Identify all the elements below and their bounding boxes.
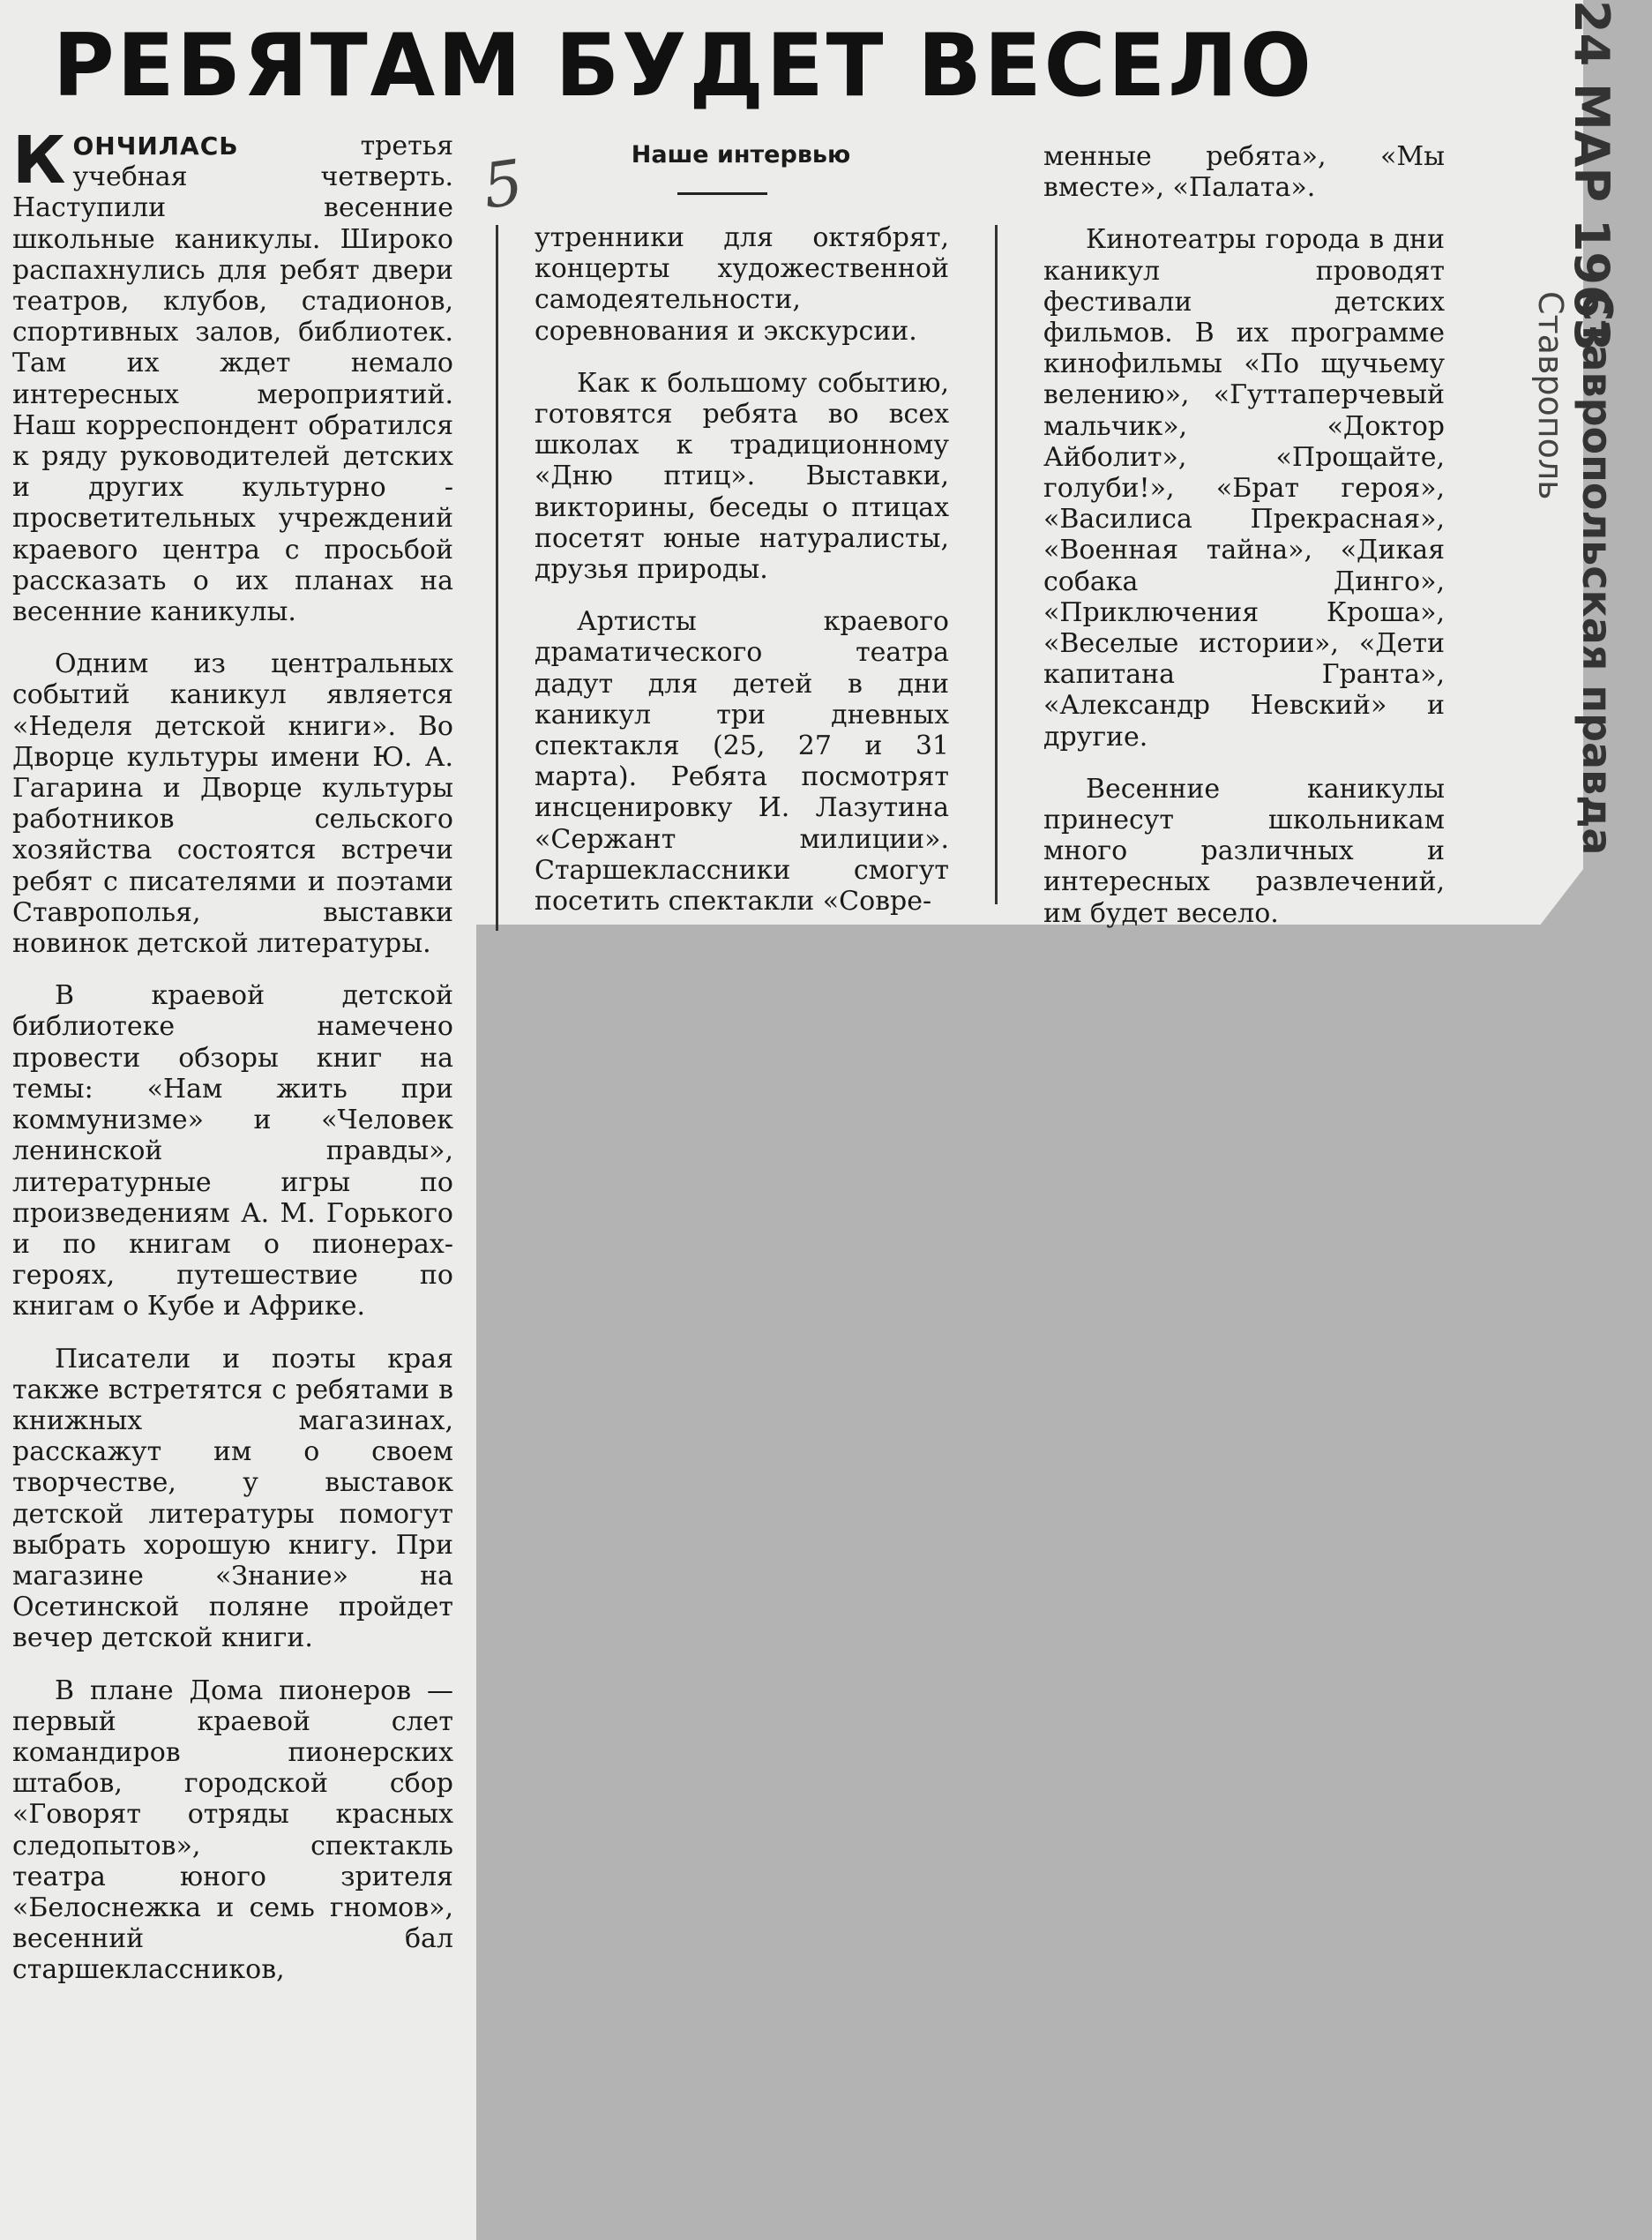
source-city: Ставрополь <box>1531 291 1570 500</box>
paragraph: Кинотеатры города в дни каникул проводят фестивали детских фильмов. В их программе кинофильмы «По щучьему велению», «Гуттаперчевый мальчик», «Доктор Айболит», «Прощайте, голуби!», «Брат героя», «Василиса Прекрасная», «Военная тайна», «Дикая собака Динго», «Приключения Кроша», «Веселые истории», «Дети капитана Гранта», «Александр Невский» и другие. <box>1043 224 1445 753</box>
source-name: Ставропольская правда <box>1574 291 1621 856</box>
date-stamp: 24 МАР 1963 <box>1564 0 1619 352</box>
rubric-label: Наше интервью <box>631 141 851 169</box>
column-divider-2 <box>995 225 998 904</box>
paragraph: менные ребята», «Мы вместе», «Палата». <box>1043 141 1445 204</box>
article-column-2 <box>534 222 949 938</box>
paragraph-lead <box>12 123 453 628</box>
paragraph: утренники для октябрят, концерты художественной самодеятельности, соревнования и экскурсии. <box>534 222 949 347</box>
paragraph: Весенние каникулы принесут школьникам много различных и интересных развлечений, им будет весело. <box>1043 773 1445 929</box>
paragraph: В плане Дома пионеров — первый краевой слет командиров пионерских штабов, городской сбор «Говорят отряды красных следопытов», спектакль театра юного зрителя «Белоснежка и семь гномов», весенний бал старшеклассников, <box>12 1674 453 1986</box>
article-column-3 <box>1043 141 1445 950</box>
drop-cap: К <box>12 123 66 199</box>
headline: РЕБЯТАМ БУДЕТ ВЕСЕЛО <box>53 16 1314 116</box>
paragraph: В краевой детской библиотеке намечено провести обзоры книг на темы: «Нам жить при коммунизме» и «Человек ленинской правды», литературные игры по произведениям А. М. Горького и по книгам о пионерах-героях, путешествие по книгам о Кубе и Африке. <box>12 980 453 1322</box>
paragraph: Артисты краевого драматического театра дадут для детей в дни каникул три дневных спектакля (25, 27 и 31 марта). Ребята посмотрят инсценировку И. Лазутина «Сержант милиции». Старшеклассники смогут посетить спектакли «Совре- <box>534 606 949 918</box>
paragraph: Одним из центральных событий каникул является «Неделя детской книги». Во Дворце культуры имени Ю. А. Гагарина и Дворце культуры работников сельского хозяйства состоятся встречи ребят с писателями и поэтами Ставрополья, выставки новинок детской литературы. <box>12 648 453 960</box>
article-column-1 <box>12 123 453 2007</box>
handwritten-number: 5 <box>478 146 528 223</box>
lead-text: третья учебная четверть. Наступили весенние школьные каникулы. Широко распахнулись для ребят двери театров, клубов, стадионов, спортивных залов, библиотек. Там их ждет немало интересных мероприятий. Наш корреспондент обратился к ряду руководителей детских и других культурно - просветительных учреждений краевого центра с просьбой рассказать о их планах на весенние каникулы. <box>12 131 453 628</box>
paragraph: Как к большому событию, готовятся ребята во всех школах к традиционному «Дню птиц». Выставки, викторины, беседы о птицах посетят юные натуралисты, друзья природы. <box>534 367 949 586</box>
lead-caps: ОНЧИЛАСЬ <box>72 131 239 161</box>
paragraph: Писатели и поэты края также встретятся с ребятами в книжных магазинах, расскажут им о своем творчестве, у выставок детской литературы помогут выбрать хорошую книгу. При магазине «Знание» на Осетинской поляне пройдет вечер детской книги. <box>12 1343 453 1654</box>
rubric-underline <box>677 192 767 195</box>
column-divider-1 <box>496 225 498 931</box>
source-annotation <box>1531 291 1621 855</box>
